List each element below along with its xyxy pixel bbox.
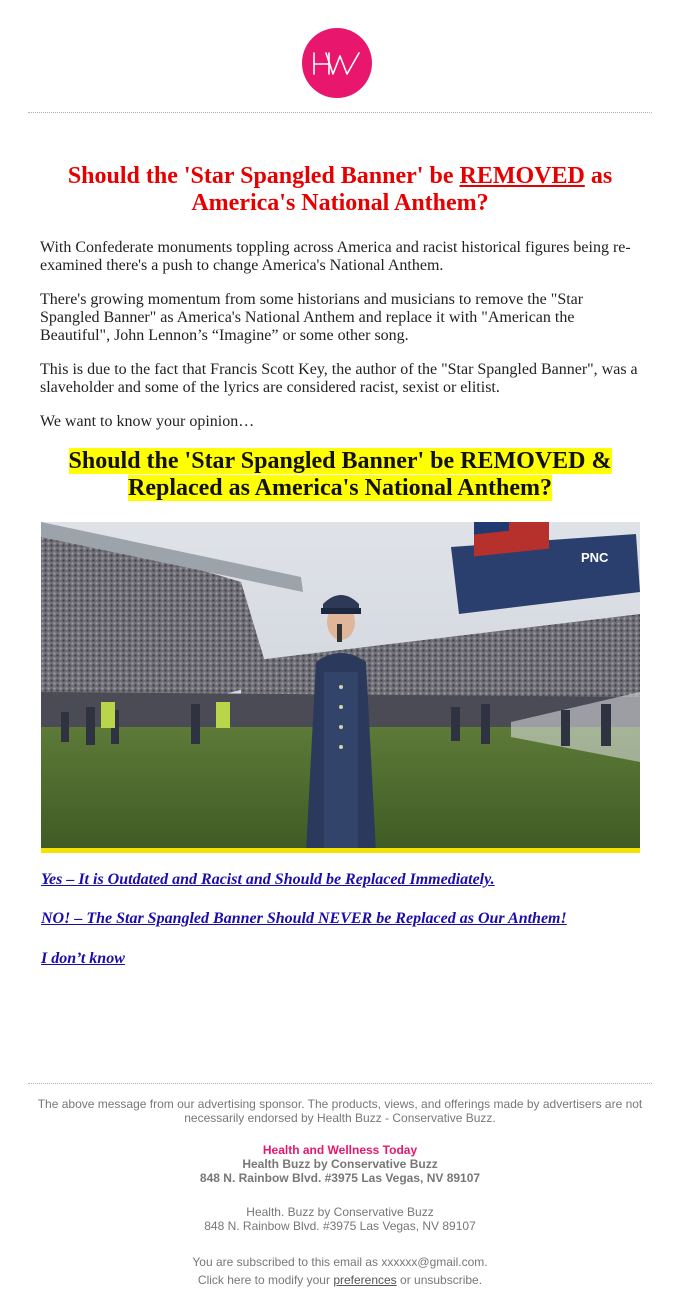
poll-question-text: Should the 'Star Spangled Banner' be REMOVED & Replaced as America's National Anthem? bbox=[68, 448, 612, 501]
footer-disclaimer: The above message from our advertising sponsor. The products, views, and offerings made by advertisers are not necessarily endorsed by Health Buzz - Conservative Buzz. bbox=[37, 1097, 643, 1125]
scoreboard-text: PNC bbox=[581, 550, 609, 565]
hw-logo-icon bbox=[302, 28, 372, 98]
stadium-image bbox=[41, 522, 640, 853]
footer-subscribed-text: You are subscribed to this email as xxxxxx@gmail.com. bbox=[192, 1255, 488, 1269]
answer-yes-link[interactable]: Yes – It is Outdated and Racist and Should be Replaced Immediately. bbox=[41, 871, 495, 888]
footer-subscription bbox=[28, 1253, 652, 1289]
footer-modify-line bbox=[28, 1271, 652, 1289]
brand-logo[interactable] bbox=[302, 28, 372, 98]
poll-question bbox=[40, 448, 640, 502]
footer-address: 848 N. Rainbow Blvd. #3975 Las Vegas, NV 89107 bbox=[199, 1171, 481, 1185]
anthem-photo[interactable] bbox=[41, 522, 640, 853]
paragraph-3: This is due to the fact that Francis Scott Key, the author of the "Star Spangled Banner", was a slaveholder and some of the lyrics are considered racist, sexist or elitist. bbox=[40, 361, 638, 396]
answer-dont-know-link[interactable]: I don’t know bbox=[41, 950, 125, 967]
paragraph-1: With Confederate monuments toppling across America and racist historical figures being re-examined there's a push to change America's National Anthem. bbox=[40, 239, 631, 274]
headline-text-1: Should the 'Star Spangled Banner' be bbox=[67, 163, 460, 189]
logo-container bbox=[0, 28, 673, 103]
headline-text-2: as America's National Anthem? bbox=[191, 163, 613, 216]
footer-company-2: Health. Buzz by Conservative Buzz bbox=[246, 1205, 434, 1219]
footer-company-block-2 bbox=[28, 1205, 652, 1233]
paragraph-4: We want to know your opinion… bbox=[40, 413, 255, 430]
footer-company-block bbox=[28, 1143, 652, 1185]
footer-brand: Health and Wellness Today bbox=[262, 1143, 418, 1157]
footer-address-2: 848 N. Rainbow Blvd. #3975 Las Vegas, NV 89107 bbox=[204, 1219, 476, 1233]
footer-divider bbox=[28, 1083, 652, 1084]
headline-emphasis: REMOVED bbox=[459, 163, 585, 189]
footer-company: Health Buzz by Conservative Buzz bbox=[242, 1157, 438, 1171]
headline bbox=[40, 163, 640, 217]
footer-modify-prefix: Click here to modify your bbox=[197, 1273, 334, 1287]
paragraph-2: There's growing momentum from some historians and musicians to remove the "Star Spangled Banner" as America's National Anthem and replace it with "American the Beautiful", John Lennon’s “Imagine” or some other song. bbox=[40, 291, 584, 344]
header-divider bbox=[28, 112, 652, 113]
footer-modify-suffix: or unsubscribe. bbox=[396, 1273, 483, 1287]
answer-no-link[interactable]: NO! – The Star Spangled Banner Should NEVER be Replaced as Our Anthem! bbox=[41, 910, 567, 927]
preferences-link[interactable]: preferences bbox=[333, 1273, 397, 1287]
